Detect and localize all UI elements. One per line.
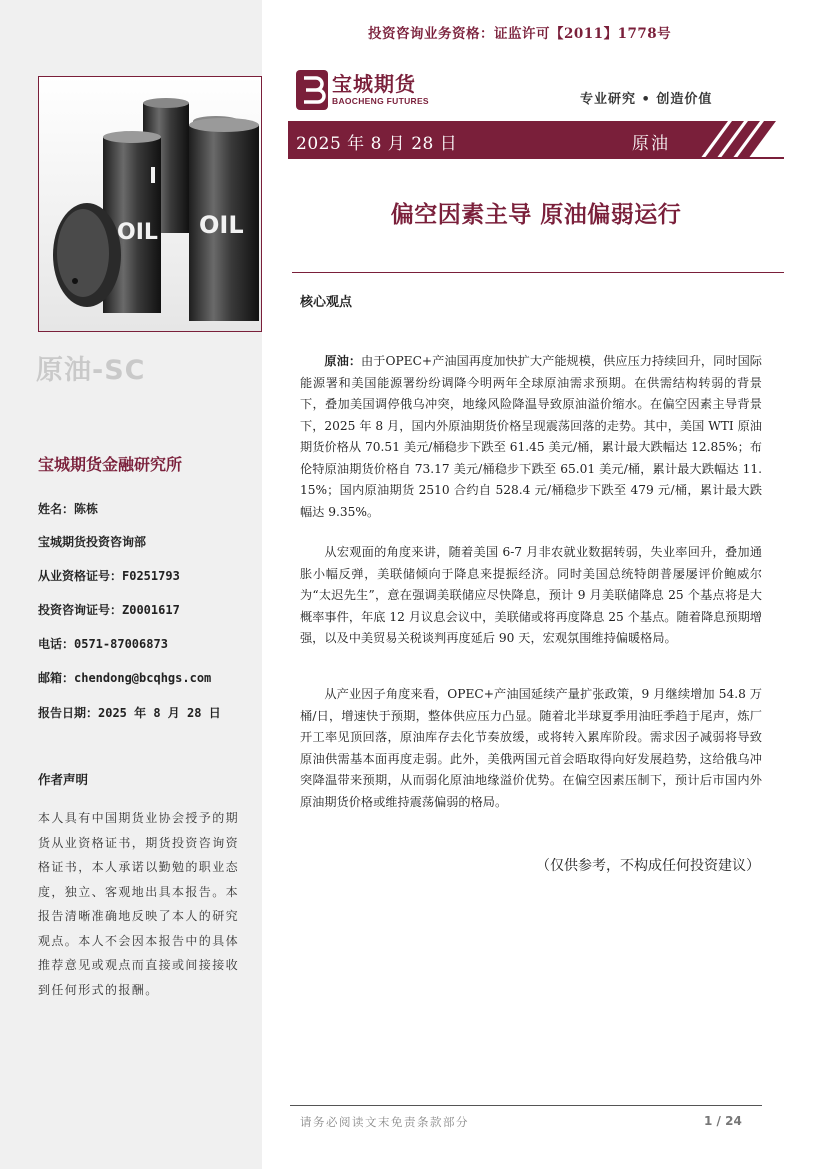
barrel-label: OIL bbox=[117, 220, 158, 245]
institute-name: 宝城期货金融研究所 bbox=[38, 455, 183, 474]
oil-barrels-illustration bbox=[39, 77, 261, 331]
disclaimer: （仅供参考，不构成任何投资建议） bbox=[536, 858, 760, 874]
page-number: 1 / 24 bbox=[704, 1114, 742, 1128]
oil-barrels-image bbox=[38, 76, 262, 332]
report-headline: 偏空因素主导 原油偏弱运行 bbox=[390, 202, 682, 228]
headline-divider bbox=[292, 272, 784, 273]
report-date: 报告日期：2025 年 8 月 28 日 bbox=[38, 706, 221, 720]
advisory-license: 投资咨询证号：Z0001617 bbox=[38, 603, 180, 617]
section-title: 核心观点 bbox=[300, 295, 353, 310]
paragraph-lead: 原油： bbox=[324, 354, 362, 368]
email[interactable]: 邮箱：chendong@bcqhgs.com bbox=[38, 671, 212, 685]
license-line: 投资咨询业务资格：证监许可【2011】1778号 bbox=[368, 26, 672, 42]
phone: 电话：0571-87006873 bbox=[38, 637, 168, 651]
footer-note: 请务必阅读文末免责条款部分 bbox=[300, 1115, 469, 1129]
paragraph-crude-oil-text: 由于OPEC+产油国再度加快扩大产能规模，供应压力持续回升，同时国际能源署和美国能源署纷纷调降今明两年全球原油需求预期。在供需结构转弱的背景下，叠加美国调停俄乌冲突，地缘风险降温导致原油溢价缩水。在偏空因素主导背景下，2025 年 8 月，国内外原油期货价格呈现震荡回落的走势。其中，美国 WTI 原油期货价格从 70.51 美元/桶稳步下跌至 61.45 美元/桶，累计最大跌幅达 12.85%；布伦特原油期货价格自 73.17 美元/桶稳步下跌至 65.01 美元/桶，累计最大跌幅达 11.15%；国内原油期货 2510 合约自 528.4 元/桶稳步下跌至 479 元/桶，累计最大跌幅达 9.35%。 bbox=[300, 354, 762, 519]
category-tag: 原油 bbox=[632, 134, 670, 154]
sidebar bbox=[0, 0, 262, 1169]
paragraph-crude-oil bbox=[300, 351, 762, 523]
practice-license: 从业资格证号：F0251793 bbox=[38, 569, 180, 583]
slogan: 专业研究 • 创造价值 bbox=[580, 92, 713, 107]
category-label: 原油-SC bbox=[36, 355, 146, 386]
paragraph-macro: 从宏观面的角度来讲，随着美国 6-7 月非农就业数据转弱，失业率回升，叠加通胀小幅反弹，美联储倾向于降息来提振经济。同时美国总统特朗普屡屡评价鲍威尔为“太迟先生”，意在强调美联储应尽快降息，预计 9 月美联储降息 25 个基点将是大概率事件，年底 12 月议息会议中，美联储或将再度降息 25 个基点。随着降息预期增强，以及中美贸易关税谈判再度延后 90 天，宏观氛围维持偏暖格局。 bbox=[300, 545, 762, 645]
barrel-label-2: OIL bbox=[199, 211, 244, 239]
logo-english: BAOCHENG FUTURES bbox=[332, 96, 429, 106]
department: 宝城期货投资咨询部 bbox=[38, 535, 147, 549]
paragraph-industry: 从产业因子角度来看，OPEC+产油国延续产量扩张政策，9 月继续增加 54.8 万桶/日，增速快于预期，整体供应压力凸显。随着北半球夏季用油旺季趋于尾声，炼厂开工率见顶回落，原油库存去化节奏放缓，或将转入累库阶段。需求因子减弱将导致原油供需基本面再度走弱。此外，美俄两国元首会晤取得向好发展趋势，这给俄乌冲突降温带来预期，从而弱化原油地缘溢价优势。在偏空因素压制下，预计后市国内外原油期货价格或维持震荡偏弱的格局。 bbox=[300, 687, 762, 809]
company-logo bbox=[296, 68, 436, 112]
declaration-text: 本人具有中国期货业协会授予的期货从业资格证书，期货投资咨询资格证书，本人承诺以勤勉的职业态度，独立、客观地出具本报告。本报告清晰准确地反映了本人的研究观点。本人不会因本报告中的具体推荐意见或观点而直接或间接接收到任何形式的报酬。 bbox=[38, 811, 240, 997]
report-date-banner: 2025 年 8 月 28 日 bbox=[296, 134, 458, 154]
footer-divider bbox=[290, 1105, 762, 1106]
logo-name: 宝城期货 bbox=[332, 72, 416, 96]
declaration-title: 作者声明 bbox=[38, 772, 89, 787]
analyst-name: 姓名：陈栋 bbox=[38, 502, 99, 516]
logo-icon bbox=[296, 70, 328, 110]
